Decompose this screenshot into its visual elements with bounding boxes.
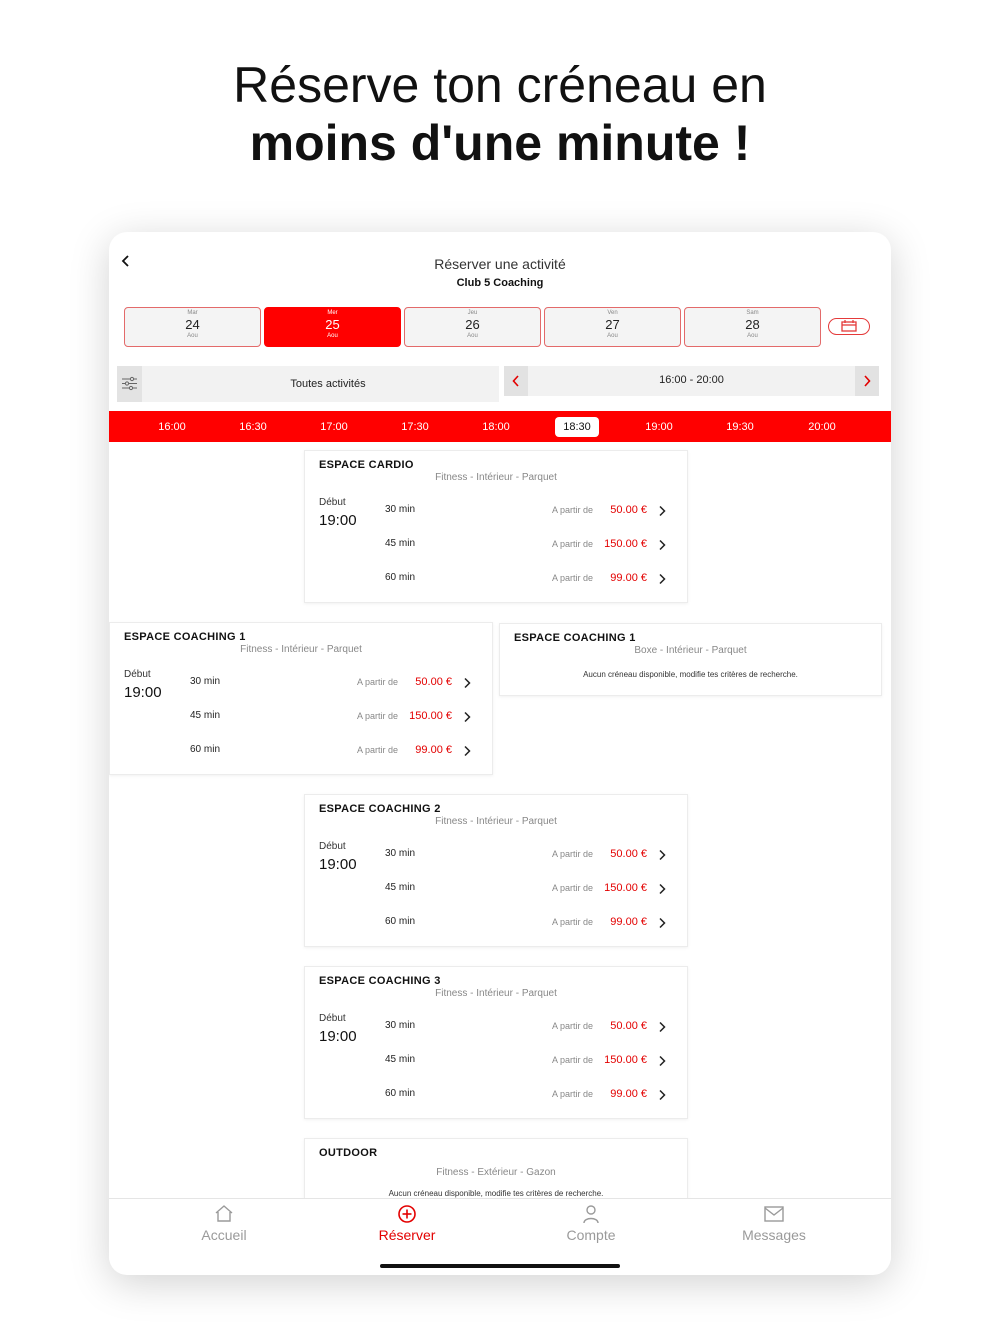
activity-title: ESPACE COACHING 1 [124, 631, 246, 643]
day-month: Aou [467, 333, 478, 339]
chevron-right-icon [657, 1055, 667, 1067]
page-title: Réserver une activité [434, 256, 566, 272]
chevron-right-icon [657, 505, 667, 517]
day-number: 26 [465, 317, 480, 332]
chevron-right-icon [657, 1021, 667, 1033]
duration: 30 min [385, 504, 416, 515]
price: 150.00 € [409, 710, 452, 722]
start-label: Début [319, 497, 346, 508]
day-26[interactable] [404, 307, 541, 347]
slot-1830[interactable]: 18:30 [555, 417, 599, 437]
activity-subtitle: Fitness - Intérieur - Parquet [435, 816, 557, 827]
day-25[interactable] [264, 307, 401, 347]
time-range-selector [504, 366, 879, 396]
from-label: A partir de [551, 1089, 593, 1099]
tablet-screen [109, 232, 891, 1275]
activity-subtitle: Fitness - Intérieur - Parquet [435, 988, 557, 999]
filter-button[interactable] [117, 366, 142, 402]
day-27[interactable] [544, 307, 681, 347]
duration: 45 min [385, 1054, 416, 1065]
chevron-right-icon [657, 1089, 667, 1101]
price: 150.00 € [604, 882, 647, 894]
from-label: A partir de [551, 505, 593, 515]
day-24[interactable] [124, 307, 261, 347]
price: 150.00 € [604, 1054, 647, 1066]
activity-subtitle: Boxe - Intérieur - Parquet [634, 645, 747, 656]
tab-label: Accueil [201, 1227, 247, 1243]
tab-reserver[interactable] [317, 1199, 497, 1261]
from-label: A partir de [356, 677, 398, 687]
mail-icon [764, 1204, 784, 1224]
duration: 60 min [385, 916, 416, 927]
duration-option[interactable] [385, 535, 677, 555]
start-label: Début [124, 669, 151, 680]
slot-1930[interactable]: 19:30 [726, 421, 754, 433]
day-number: 28 [745, 317, 760, 332]
time-slot-bar [109, 411, 891, 442]
slot-1700[interactable]: 17:00 [320, 421, 348, 433]
plus-circle-icon [397, 1204, 417, 1224]
home-icon [214, 1204, 234, 1224]
duration-option[interactable] [385, 1085, 677, 1105]
start-label: Début [319, 1013, 346, 1024]
user-icon [581, 1204, 601, 1224]
price: 99.00 € [415, 744, 452, 756]
activity-filter[interactable] [117, 366, 499, 402]
duration: 30 min [190, 676, 221, 687]
duration-option[interactable] [385, 569, 677, 589]
duration-option[interactable] [190, 707, 482, 727]
from-label: A partir de [551, 573, 593, 583]
sliders-icon [122, 376, 137, 391]
tab-bar [109, 1198, 891, 1260]
price: 99.00 € [610, 916, 647, 928]
start-time: 19:00 [124, 684, 162, 701]
start-time: 19:00 [319, 856, 357, 873]
price: 50.00 € [610, 504, 647, 516]
activity-card [304, 1138, 688, 1198]
headline-line-1: Réserve ton créneau en [233, 57, 767, 113]
from-label: A partir de [551, 1021, 593, 1031]
time-next-button[interactable] [855, 366, 879, 396]
from-label: A partir de [551, 883, 593, 893]
no-slot-message: Aucun créneau disponible, modifie tes critères de recherche. [388, 1189, 604, 1198]
duration-option[interactable] [190, 741, 482, 761]
chevron-right-icon [657, 917, 667, 929]
start-label: Début [319, 841, 346, 852]
slot-1900[interactable]: 19:00 [645, 421, 673, 433]
duration: 30 min [385, 1020, 416, 1031]
from-label: A partir de [551, 917, 593, 927]
activity-list [109, 442, 891, 1198]
activity-title: ESPACE COACHING 1 [514, 632, 636, 644]
calendar-button[interactable] [828, 318, 870, 335]
day-number: 24 [185, 317, 200, 332]
slot-1730[interactable]: 17:30 [401, 421, 429, 433]
activity-card [499, 623, 882, 696]
club-name: Club 5 Coaching [456, 277, 544, 289]
duration: 30 min [385, 848, 416, 859]
headline [0, 56, 1000, 172]
activity-card [109, 622, 493, 775]
day-weekday: Mer [327, 310, 338, 316]
activity-title: ESPACE CARDIO [319, 459, 414, 471]
tab-compte[interactable] [501, 1199, 681, 1261]
day-28[interactable] [684, 307, 821, 347]
from-label: A partir de [551, 849, 593, 859]
day-weekday: Sam [746, 310, 759, 316]
duration: 60 min [385, 1088, 416, 1099]
day-weekday: Mar [187, 310, 198, 316]
chevron-right-icon [657, 849, 667, 861]
tab-messages[interactable] [684, 1199, 864, 1261]
time-range-label: 16:00 - 20:00 [659, 374, 724, 386]
home-indicator [380, 1264, 620, 1268]
activity-subtitle: Fitness - Intérieur - Parquet [435, 472, 557, 483]
calendar-icon [841, 320, 857, 332]
duration-option[interactable] [190, 673, 482, 693]
activity-subtitle: Fitness - Extérieur - Gazon [436, 1167, 556, 1178]
activity-card [304, 450, 688, 603]
day-weekday: Ven [607, 310, 618, 316]
tab-label: Compte [566, 1227, 616, 1243]
activity-subtitle: Fitness - Intérieur - Parquet [240, 644, 362, 655]
tab-label: Messages [742, 1227, 806, 1243]
chevron-right-icon [657, 539, 667, 551]
duration: 60 min [385, 572, 416, 583]
slot-1630[interactable]: 16:30 [239, 421, 267, 433]
duration-option[interactable] [385, 845, 677, 865]
price: 50.00 € [610, 848, 647, 860]
day-month: Aou [607, 333, 618, 339]
tab-accueil[interactable] [134, 1199, 314, 1261]
price: 99.00 € [610, 572, 647, 584]
chevron-left-icon [512, 375, 520, 387]
price: 50.00 € [610, 1020, 647, 1032]
duration: 45 min [190, 710, 221, 721]
activity-title: ESPACE COACHING 3 [319, 975, 441, 987]
no-slot-message: Aucun créneau disponible, modifie tes critères de recherche. [583, 670, 798, 679]
chevron-right-icon [657, 573, 667, 585]
from-label: A partir de [551, 539, 593, 549]
duration-option[interactable] [385, 1051, 677, 1071]
activity-title: ESPACE COACHING 2 [319, 803, 441, 815]
chevron-right-icon [462, 711, 472, 723]
day-number: 25 [325, 317, 340, 332]
filter-label: Toutes activités [290, 378, 366, 390]
price: 150.00 € [604, 538, 647, 550]
from-label: A partir de [356, 711, 398, 721]
duration-option[interactable] [385, 879, 677, 899]
day-number: 27 [605, 317, 620, 332]
activity-card [304, 794, 688, 947]
headline-line-2: moins d'une minute ! [249, 115, 751, 171]
duration-option[interactable] [385, 501, 677, 521]
day-weekday: Jeu [467, 310, 478, 316]
slot-1600[interactable]: 16:00 [158, 421, 186, 433]
duration: 45 min [385, 538, 416, 549]
activity-title: OUTDOOR [319, 1147, 378, 1159]
chevron-right-icon [462, 745, 472, 757]
duration: 45 min [385, 882, 416, 893]
day-month: Aou [747, 333, 758, 339]
chevron-right-icon [863, 375, 871, 387]
day-month: Aou [187, 333, 198, 339]
tab-label: Réserver [378, 1227, 436, 1243]
chevron-right-icon [657, 883, 667, 895]
from-label: A partir de [356, 745, 398, 755]
duration-option[interactable] [385, 913, 677, 933]
duration-option[interactable] [385, 1017, 677, 1037]
duration: 60 min [190, 744, 221, 755]
start-time: 19:00 [319, 512, 357, 529]
start-time: 19:00 [319, 1028, 357, 1045]
from-label: A partir de [551, 1055, 593, 1065]
slot-1800[interactable]: 18:00 [482, 421, 510, 433]
price: 50.00 € [415, 676, 452, 688]
price: 99.00 € [610, 1088, 647, 1100]
activity-card [304, 966, 688, 1119]
chevron-right-icon [462, 677, 472, 689]
time-prev-button[interactable] [504, 366, 528, 396]
slot-2000[interactable]: 20:00 [808, 421, 836, 433]
day-month: Aou [327, 333, 338, 339]
